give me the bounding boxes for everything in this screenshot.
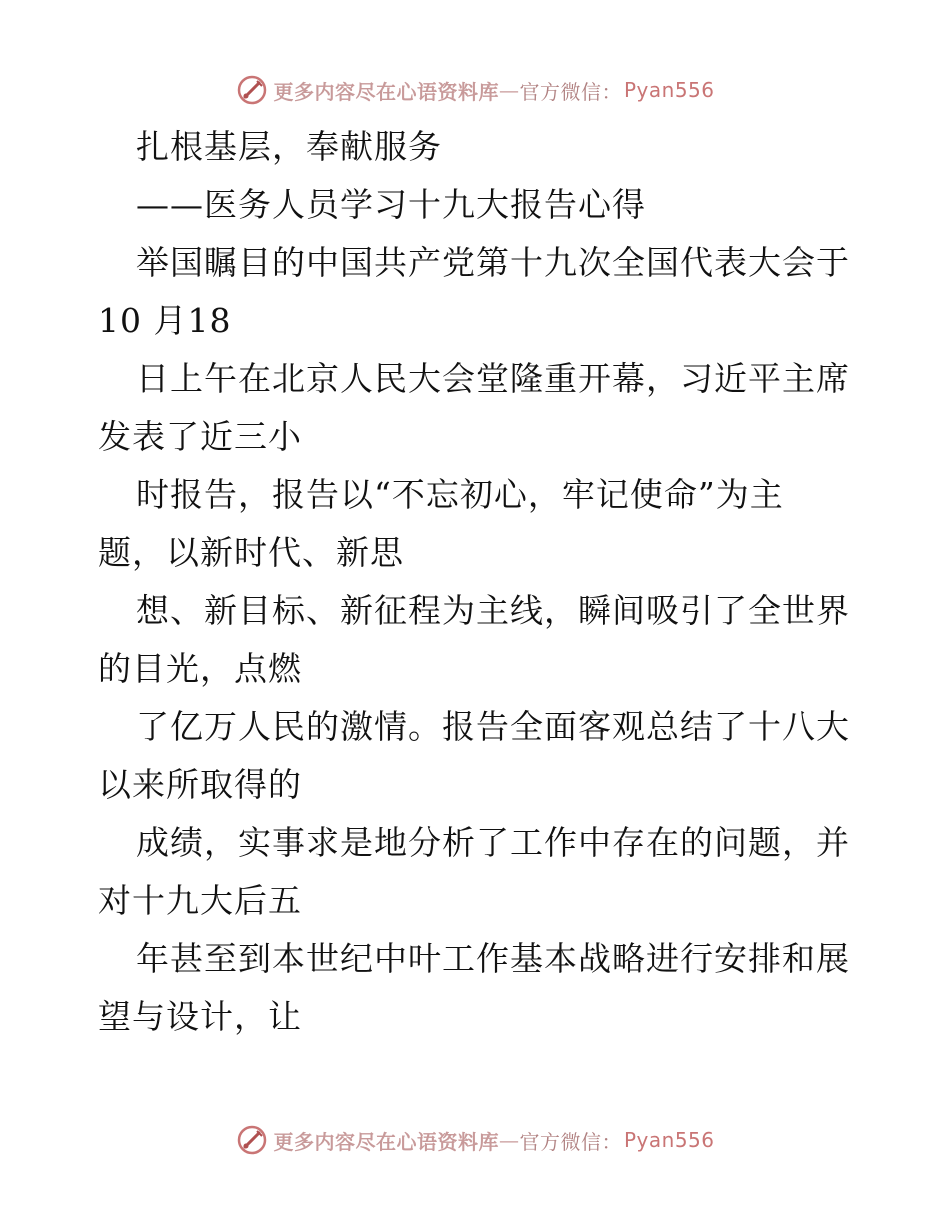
paragraph-line: 发表了近三小 <box>98 417 302 456</box>
banner-wechat-id: Pyan556 <box>623 78 715 102</box>
paragraph-line: 时报告，报告以“不忘初心，牢记使命”为主 <box>136 475 784 514</box>
paragraph-line: 以来所取得的 <box>98 765 302 804</box>
banner-dash: — <box>498 78 520 102</box>
paragraph-line: 的目光，点燃 <box>98 649 302 688</box>
pen-circle-logo-icon <box>235 1123 269 1157</box>
document-subtitle: ——医务人员学习十九大报告心得 <box>136 185 646 224</box>
header-watermark-banner <box>0 70 950 110</box>
banner-site-text: 更多内容尽在心语资料库 <box>273 79 499 104</box>
paragraph-line: 成绩，实事求是地分析了工作中存在的问题，并 <box>136 823 850 862</box>
footer-watermark-banner <box>0 1120 950 1160</box>
banner-wechat-label: 官方微信： <box>519 79 622 104</box>
document-title: 扎根基层，奉献服务 <box>136 127 442 166</box>
paragraph-line: 望与设计，让 <box>98 997 302 1036</box>
paragraph-line: 年甚至到本世纪中叶工作基本战略进行安排和展 <box>136 939 850 978</box>
paragraph-line: 举国瞩目的中国共产党第十九次全国代表大会于 <box>136 243 850 282</box>
paragraph-line: 题，以新时代、新思 <box>98 533 404 572</box>
document-body <box>98 118 858 1046</box>
paragraph-line: 10 月18 <box>98 301 232 340</box>
paragraph-line: 了亿万人民的激情。报告全面客观总结了十八大 <box>136 707 850 746</box>
banner-site-text: 更多内容尽在心语资料库 <box>273 1129 499 1154</box>
paragraph-line: 日上午在北京人民大会堂隆重开幕，习近平主席 <box>136 359 850 398</box>
banner-dash: — <box>498 1128 520 1152</box>
paragraph-line: 对十九大后五 <box>98 881 302 920</box>
pen-circle-logo-icon <box>235 73 269 107</box>
banner-wechat-id: Pyan556 <box>623 1128 715 1152</box>
banner-wechat-label: 官方微信： <box>519 1129 622 1154</box>
paragraph-line: 想、新目标、新征程为主线，瞬间吸引了全世界 <box>136 591 850 630</box>
